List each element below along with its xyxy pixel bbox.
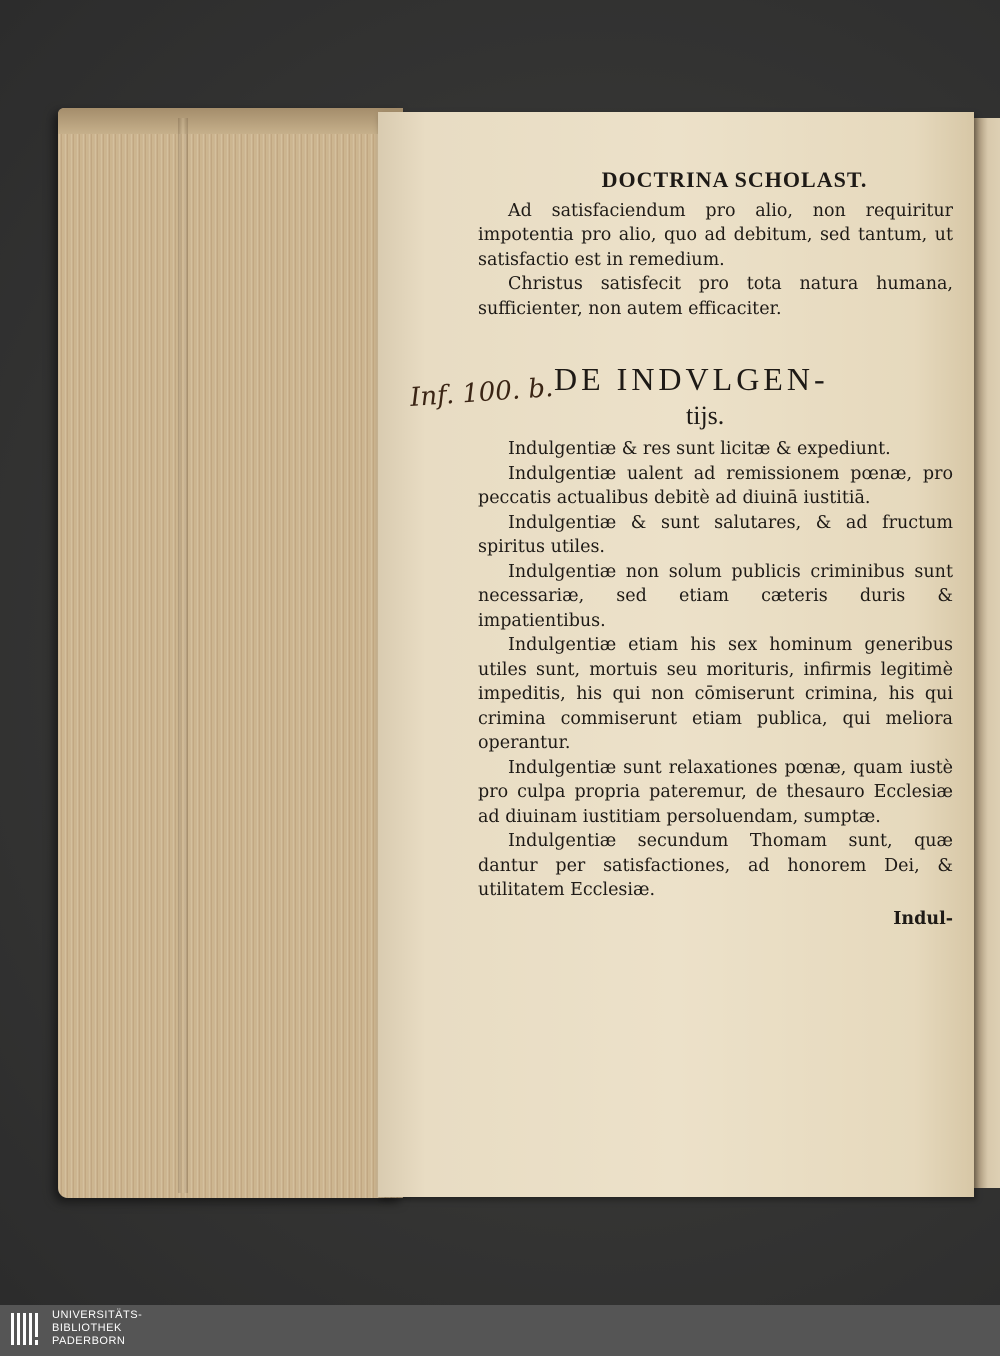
margin-annotation: Inf. 100. b. xyxy=(409,373,555,413)
paragraph: Indulgentiæ etiam his sex hominum generibus utiles sunt, mortuis seu morituris, infirmis legitimè impeditis, his qui non cōmiserunt crimina, his qui crimina commiserunt etiam publica, qui meliora operantur. xyxy=(478,635,953,753)
paragraph: Ad satisfaciendum pro alio, non requiritur impotentia pro alio, quo ad debitum, sed tantum, ut satisfactio est in remedium. xyxy=(478,200,953,270)
library-name-line: BIBLIOTHEK xyxy=(52,1322,122,1334)
paragraph: Indulgentiæ & res sunt licitæ & expediunt. xyxy=(508,439,891,459)
paragraph: Indulgentiæ secundum Thomam sunt, quæ dantur per satisfactiones, ad honorem Dei, & utilitatem Ecclesiæ. xyxy=(478,831,953,900)
paragraph: Indulgentiæ ualent ad remissionem pœnæ, pro peccatis actualibus debitè ad diuinā iustitiā. xyxy=(478,463,953,508)
book-page-edges xyxy=(58,108,403,1198)
section-heading-continuation: tijs. xyxy=(686,401,725,430)
paragraph: Indulgentiæ non solum publicis criminibus sunt necessariæ, sed etiam cæteris duris & impatientibus. xyxy=(478,561,953,631)
library-name xyxy=(52,1309,142,1348)
library-name-line: UNIVERSITÄTS- xyxy=(52,1309,143,1321)
paragraph: Indulgentiæ sunt relaxationes pœnæ, quam iustè pro culpa propria pateremur, de thesauro Ecclesiæ ad diuinam iustitiam persoluendam, sumptæ. xyxy=(478,757,953,827)
page-text xyxy=(478,168,953,931)
footer-bar xyxy=(0,1305,1000,1356)
catchword: Indul- xyxy=(893,908,953,929)
paragraph: Christus satisfecit pro tota natura humana, sufficienter, non autem efficaciter. xyxy=(478,274,953,319)
library-logo-icon xyxy=(10,1311,44,1347)
running-head: DOCTRINA SCHOLAST. xyxy=(601,167,868,192)
facing-page-edge xyxy=(972,118,1000,1188)
section-heading: DE INDVLGEN- xyxy=(554,361,829,397)
paragraph: Indulgentiæ & sunt salutares, & ad fructum spiritus utiles. xyxy=(478,512,953,557)
library-name-line: PADERBORN xyxy=(52,1335,126,1347)
